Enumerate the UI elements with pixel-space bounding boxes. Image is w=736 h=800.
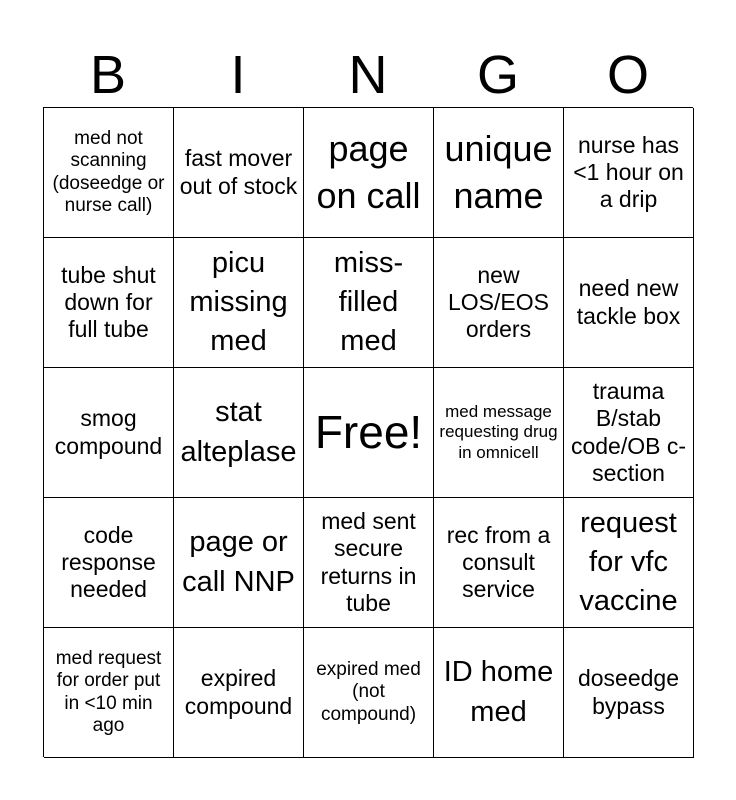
bingo-cell[interactable]: code response needed bbox=[44, 498, 174, 628]
bingo-cell[interactable]: med sent secure returns in tube bbox=[304, 498, 434, 628]
bingo-cell[interactable]: fast mover out of stock bbox=[174, 108, 304, 238]
bingo-cell[interactable]: trauma B/stab code/OB c-section bbox=[564, 368, 694, 498]
header-letter-g: G bbox=[476, 45, 519, 105]
bingo-cell[interactable]: nurse has <1 hour on a drip bbox=[564, 108, 694, 238]
bingo-cell[interactable]: miss-filled med bbox=[304, 238, 434, 368]
bingo-cell[interactable]: expired compound bbox=[174, 628, 304, 758]
header-letter-n: N bbox=[348, 45, 388, 105]
bingo-cell[interactable]: med request for order put in <10 min ago bbox=[44, 628, 174, 758]
bingo-cell[interactable]: request for vfc vaccine bbox=[564, 498, 694, 628]
header-letter-b: B bbox=[89, 45, 127, 105]
bingo-cell[interactable]: smog compound bbox=[44, 368, 174, 498]
bingo-header bbox=[43, 42, 693, 108]
bingo-cell[interactable]: doseedge bypass bbox=[564, 628, 694, 758]
bingo-cell[interactable]: new LOS/EOS orders bbox=[434, 238, 564, 368]
bingo-cell[interactable]: med message requesting drug in omnicell bbox=[434, 368, 564, 498]
bingo-cell[interactable]: med not scanning (doseedge or nurse call) bbox=[44, 108, 174, 238]
header-letter-i: I bbox=[230, 45, 246, 105]
bingo-cell[interactable]: rec from a consult service bbox=[434, 498, 564, 628]
free-space-cell[interactable]: Free! bbox=[304, 368, 434, 498]
bingo-cell[interactable]: page on call bbox=[304, 108, 434, 238]
bingo-cell[interactable]: need new tackle box bbox=[564, 238, 694, 368]
bingo-grid bbox=[43, 107, 693, 757]
bingo-cell[interactable]: picu missing med bbox=[174, 238, 304, 368]
bingo-cell[interactable]: unique name bbox=[434, 108, 564, 238]
bingo-cell[interactable]: page or call NNP bbox=[174, 498, 304, 628]
bingo-cell[interactable]: stat alteplase bbox=[174, 368, 304, 498]
bingo-cell[interactable]: ID home med bbox=[434, 628, 564, 758]
bingo-cell[interactable]: expired med (not compound) bbox=[304, 628, 434, 758]
bingo-cell[interactable]: tube shut down for full tube bbox=[44, 238, 174, 368]
header-letter-o: O bbox=[606, 45, 649, 105]
